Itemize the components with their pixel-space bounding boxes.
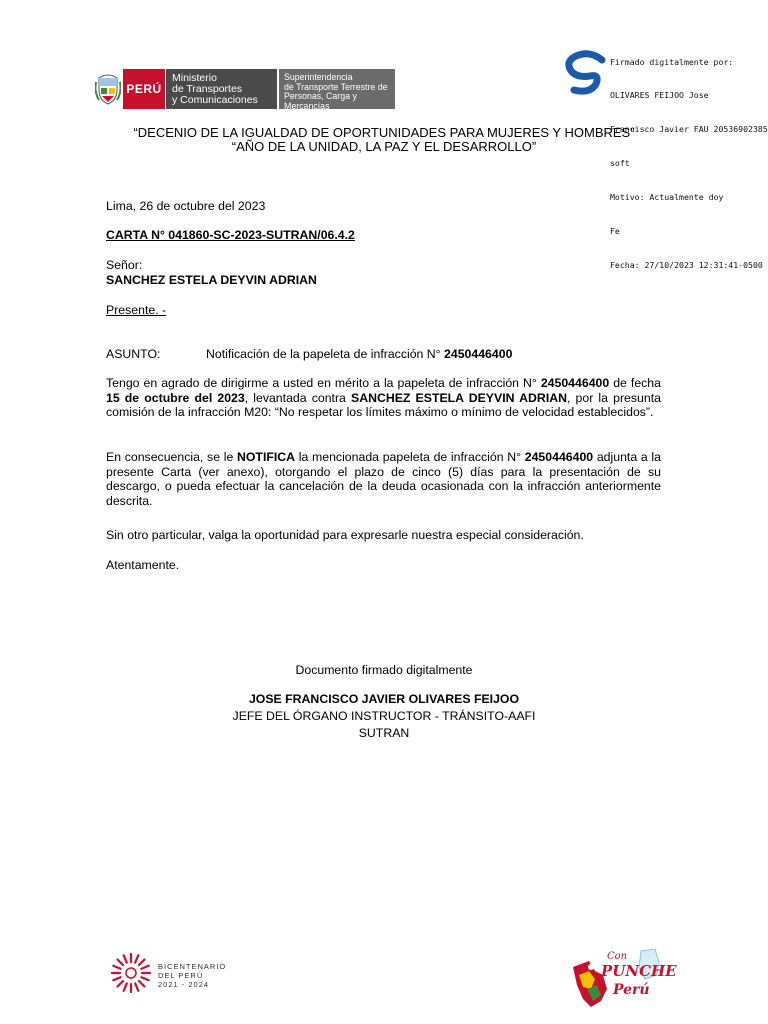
bicentenario-line-1: BICENTENARIO [158,962,227,971]
bicentenario-logo [108,950,238,996]
government-logo [93,69,395,109]
paragraph-3: Sin otro particular, valga la oportunidad para expresarle nuestra especial consideración. [106,528,584,542]
subject-line [206,347,512,362]
recipient-name: SANCHEZ ESTELA DEYVIN ADRIAN [106,273,317,287]
signature-line: Francisco Javier FAU 20536902385 [610,124,768,135]
p1-text: Tengo en agrado de dirigirme a usted en mérito a la papeleta de infracción N° [106,376,541,390]
campaign-peru: Perú [613,982,650,998]
p2-text: adjunta a la presente Carta (ver anexo), otorgando el plazo de cinco (5) días para la presentación de su descargo, o pueda efectuar la cancelación de la deuda ocasionada con la infracción anteriormente descrita. [106,450,661,508]
subject-label: ASUNTO: [106,347,161,361]
signatory-entity: SUTRAN [358,726,410,740]
infraction-date: 15 de octubre del 2023 [106,390,245,405]
con-punche-peru-logo [565,945,677,1011]
p2-text: En consecuencia, se le [106,450,237,464]
ministry-line-3: y Comunicaciones [172,94,258,106]
signature-line: soft [610,158,630,169]
ticket-number: 2450446400 [540,376,610,390]
campaign-con: Con [607,951,628,962]
motto-year: “AÑO DE LA UNIDAD, LA PAZ Y EL DESARROLLO” [231,139,537,154]
ticket-number: 2450446400 [444,347,513,361]
motto-decenio: “DECENIO DE LA IGUALDAD DE OPORTUNIDADES PARA MUJERES Y HOMBRES” [133,125,635,140]
digital-note: Documento firmado digitalmente [295,663,473,677]
digital-signature-info [610,34,768,283]
notifica-word: NOTIFICA [236,450,296,464]
p2-text: la mencionada papeleta de infracción N° [295,450,525,464]
signature-line: Fe [610,226,620,237]
superintendence-line-2: de Transporte Terrestre de [284,81,388,92]
bicentenario-line-3: 2021 - 2024 [158,980,210,989]
closing: Atentamente. [106,558,180,572]
paragraph-1 [106,376,661,420]
campaign-punche: PUNCHE [601,962,677,980]
place-date: Lima, 26 de octubre del 2023 [106,199,266,213]
signature-line: Firmado digitalmente por: [610,56,734,67]
superintendence-line-1: Superintendencia [284,72,353,82]
recipient-name-inline: SANCHEZ ESTELA DEYVIN ADRIAN [351,390,567,405]
subject-text: Notificación de la papeleta de infracción N° [206,347,445,361]
ministry-line-1: Ministerio [172,72,217,84]
ministry-name [165,69,277,109]
peru-label: PERÚ [123,69,165,109]
presente: Presente. - [106,303,167,317]
signature-line: Motivo: Actualmente doy [610,192,724,203]
signatory-position: JEFE DEL ÓRGANO INSTRUCTOR - TRÁNSITO-AAFI [232,709,536,723]
p1-text: , levantada contra [244,390,351,405]
bicentenario-sun-icon [108,950,154,996]
coat-of-arms-icon [93,69,123,109]
bicentenario-line-2: DEL PERÚ [158,971,204,980]
ministry-line-2: de Transportes [172,83,243,95]
letter-reference: CARTA N° 041860-SC-2023-SUTRAN/06.4.2 [106,228,355,242]
ticket-number: 2450446400 [524,450,594,464]
superintendence-line-3: Personas, Carga y Mercancías [284,91,357,111]
p1-text: de fecha [609,376,661,390]
superintendence-name [279,69,395,109]
digital-signature-logo-icon [560,50,614,96]
signatory-name: JOSE FRANCISCO JAVIER OLIVARES FEIJOO [248,692,520,706]
salutation: Señor: [106,258,143,272]
signature-line: OLIVARES FEIJOO Jose [610,90,709,101]
paragraph-2 [106,450,661,508]
signature-line: Fecha: 27/10/2023 12:31:41-0500 [610,259,763,270]
p1-text: , por la presunta comisión de la infracción M20: “No respetar los límites máximo o mínimo de velocidad establecidos”. [106,390,661,420]
